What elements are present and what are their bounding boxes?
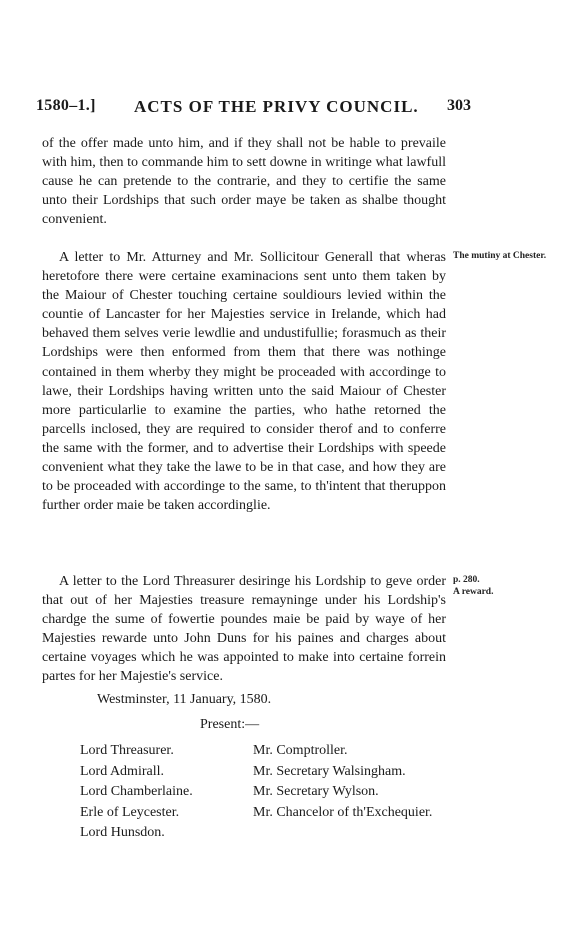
present-label: Present:— — [200, 717, 260, 732]
attendee: Mr. Comptroller. — [253, 743, 348, 758]
meeting-place-date: Westminster, 11 January, 1580. — [97, 692, 272, 707]
header-title: ACTS OF THE PRIVY COUNCIL. — [134, 97, 419, 116]
paragraph-text: of the offer made unto him, and if they shall not be hable to prevaile with him, then to commande him to sett downe in writinge what lawfull cause he can pretende to the contrarie, and they to certifie the same unto their Lordships that such order maye be taken as shalbe thought convenient. — [42, 136, 446, 228]
marginal-note-mutiny: The mutiny at Chester. — [453, 251, 547, 261]
paragraph-reward-letter — [42, 572, 446, 687]
attendee: Mr. Chancelor of th'Exchequier. — [253, 804, 433, 820]
attendee: Mr. Secretary Walsingham. — [253, 763, 406, 779]
attendee: Erle of Leycester. — [80, 804, 180, 820]
running-header — [36, 97, 471, 119]
attendees-right-column — [253, 741, 432, 823]
attendee: Lord Admirall. — [80, 763, 164, 779]
paragraph-mutiny-letter — [42, 248, 446, 515]
paragraph-text: A letter to Mr. Atturney and Mr. Sollicitour Generall that wheras heretofore there were certaine examinacions sent unto them taken by the Maiour of Chester touching certaine souldiours levied within the countie of Lancaster for her Majesties service in Irelande, which had behaved them selves verie lewdlie and undustifullie; forasmuch as their Lordships were then enformed from them that there was nothinge contained in them wherby they might be proceaded with accordinge to lawe, their Lordships having written unto the said Maiour of Chester more particularlie to examine the parties, who hathe retorned the parcells inclosed, they are required to consider therof and to conferre the same with the former, and to advertise their Lordships with speede convenient what they take the lawe to be in that case, and how they are to be proceaded with accordinge to the same, to th'intent that theruppon further order maie be taken accordinglie. — [42, 250, 446, 514]
marginal-note-page-ref: p. 280. — [453, 575, 480, 585]
attendee: Mr. Secretary Wylson. — [253, 784, 379, 800]
header-years: 1580–1.] — [36, 97, 96, 114]
attendees-left-column — [80, 741, 193, 844]
paragraph-continuation — [42, 134, 446, 229]
attendee: Lord Threasurer. — [80, 743, 174, 758]
attendee: Lord Chamberlaine. — [80, 784, 193, 800]
page-number: 303 — [447, 97, 471, 114]
attendee: Lord Hunsdon. — [80, 825, 165, 841]
marginal-note-reward: A reward. — [453, 587, 494, 597]
paragraph-text: A letter to the Lord Threasurer desiringe his Lordship to geve order that out of her Majesties treasure remayninge under his Lordship's chardge the sume of fowertie poundes maie be paid by waye of her Majesties rewarde unto John Duns for his paines and charges about certaine voyages which he was appointed to make into certaine forrein partes for her Majestie's service. — [42, 574, 446, 685]
